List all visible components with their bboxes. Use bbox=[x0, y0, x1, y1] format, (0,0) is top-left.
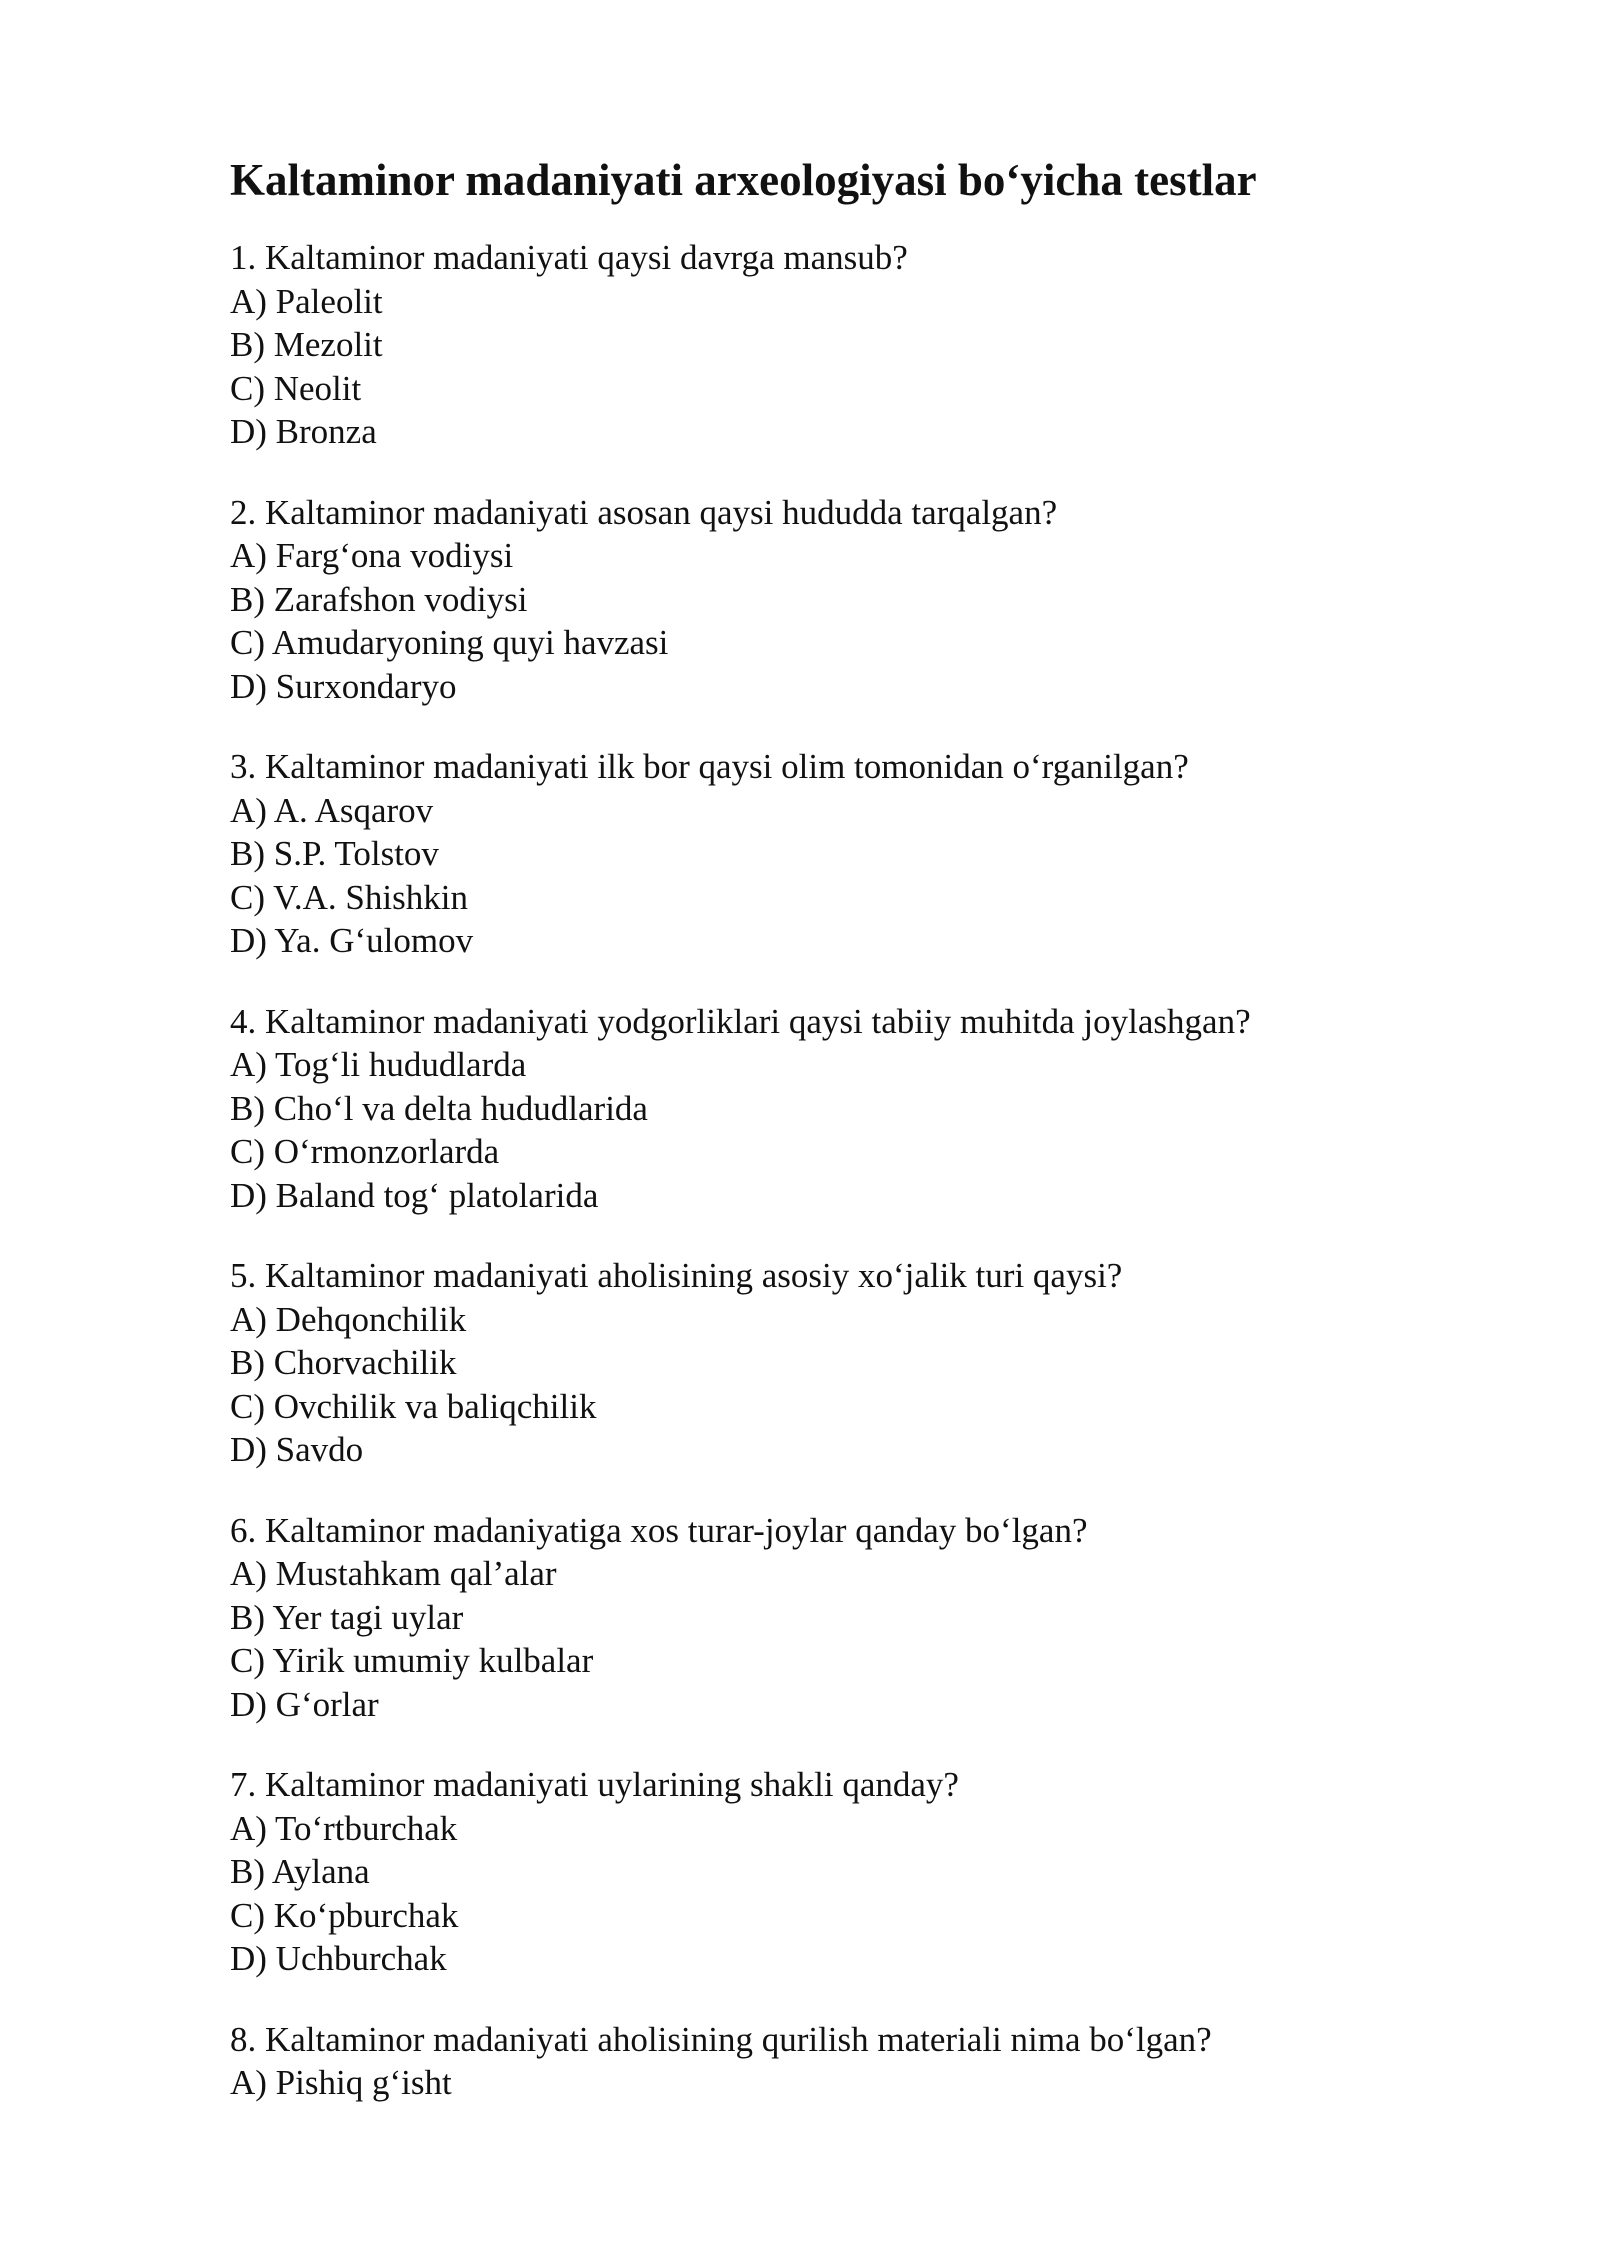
answer-option-b: B) Zarafshon vodiysi bbox=[230, 579, 528, 619]
answer-option-b: B) Yer tagi uylar bbox=[230, 1597, 464, 1637]
answer-option-b: B) Mezolit bbox=[230, 325, 383, 364]
answer-option-c: C) Neolit bbox=[230, 368, 362, 408]
question-8 bbox=[230, 2018, 1430, 2105]
answer-option-c: C) Ovchilik va baliqchilik bbox=[230, 1386, 597, 1426]
answer-option-d: D) Uchburchak bbox=[230, 1939, 447, 1978]
question-text: 4. Kaltaminor madaniyati yodgorliklari qaysi tabiiy muhitda joylashgan? bbox=[230, 1001, 1251, 1041]
answer-option-c: C) V.A. Shishkin bbox=[230, 877, 468, 917]
question-5 bbox=[230, 1254, 1430, 1472]
answer-option-b: B) Cho‘l va delta hududlarida bbox=[230, 1088, 648, 1128]
question-7 bbox=[230, 1763, 1430, 1981]
answer-option-d: D) Bronza bbox=[230, 412, 377, 451]
answer-option-c: C) O‘rmonzorlarda bbox=[230, 1132, 500, 1171]
answer-option-a: A) Farg‘ona vodiysi bbox=[230, 536, 514, 575]
question-text: 8. Kaltaminor madaniyati aholisining qurilish materiali nima bo‘lgan? bbox=[230, 2019, 1212, 2059]
document-title: Kaltaminor madaniyati arxeologiyasi bo‘yicha testlar bbox=[230, 155, 1257, 205]
answer-option-c: C) Amudaryoning quyi havzasi bbox=[230, 623, 669, 662]
question-text: 5. Kaltaminor madaniyati aholisining asosiy xo‘jalik turi qaysi? bbox=[230, 1256, 1123, 1295]
question-3 bbox=[230, 745, 1430, 963]
answer-option-a: A) To‘rtburchak bbox=[230, 1808, 458, 1848]
answer-option-a: A) Tog‘li hududlarda bbox=[230, 1045, 527, 1084]
answer-option-d: D) G‘orlar bbox=[230, 1684, 379, 1724]
question-4 bbox=[230, 1000, 1430, 1218]
question-text: 3. Kaltaminor madaniyati ilk bor qaysi olim tomonidan o‘rganilgan? bbox=[230, 747, 1189, 786]
document-page bbox=[230, 150, 1430, 2142]
answer-option-b: B) S.P. Tolstov bbox=[230, 834, 439, 873]
question-text: 7. Kaltaminor madaniyati uylarining shakli qanday? bbox=[230, 1765, 959, 1804]
answer-option-b: B) Aylana bbox=[230, 1852, 370, 1891]
answer-option-c: C) Yirik umumiy kulbalar bbox=[230, 1641, 594, 1680]
answer-option-a: A) A. Asqarov bbox=[230, 790, 434, 830]
answer-option-d: D) Surxondaryo bbox=[230, 666, 457, 706]
answer-option-a: A) Pishiq g‘isht bbox=[230, 2063, 452, 2102]
answer-option-c: C) Ko‘pburchak bbox=[230, 1895, 459, 1935]
question-6 bbox=[230, 1509, 1430, 1727]
answer-option-d: D) Ya. G‘ulomov bbox=[230, 921, 474, 960]
answer-option-b: B) Chorvachilik bbox=[230, 1343, 457, 1382]
question-2 bbox=[230, 491, 1430, 709]
question-text: 6. Kaltaminor madaniyatiga xos turar-joylar qanday bo‘lgan? bbox=[230, 1510, 1088, 1550]
answer-option-a: A) Paleolit bbox=[230, 281, 383, 321]
answer-option-a: A) Dehqonchilik bbox=[230, 1299, 467, 1339]
answer-option-d: D) Savdo bbox=[230, 1430, 364, 1469]
answer-option-a: A) Mustahkam qal’alar bbox=[230, 1554, 557, 1593]
question-1 bbox=[230, 236, 1430, 454]
question-text: 2. Kaltaminor madaniyati asosan qaysi hududda tarqalgan? bbox=[230, 492, 1058, 532]
answer-option-d: D) Baland tog‘ platolarida bbox=[230, 1175, 599, 1215]
question-text: 1. Kaltaminor madaniyati qaysi davrga mansub? bbox=[230, 238, 908, 277]
